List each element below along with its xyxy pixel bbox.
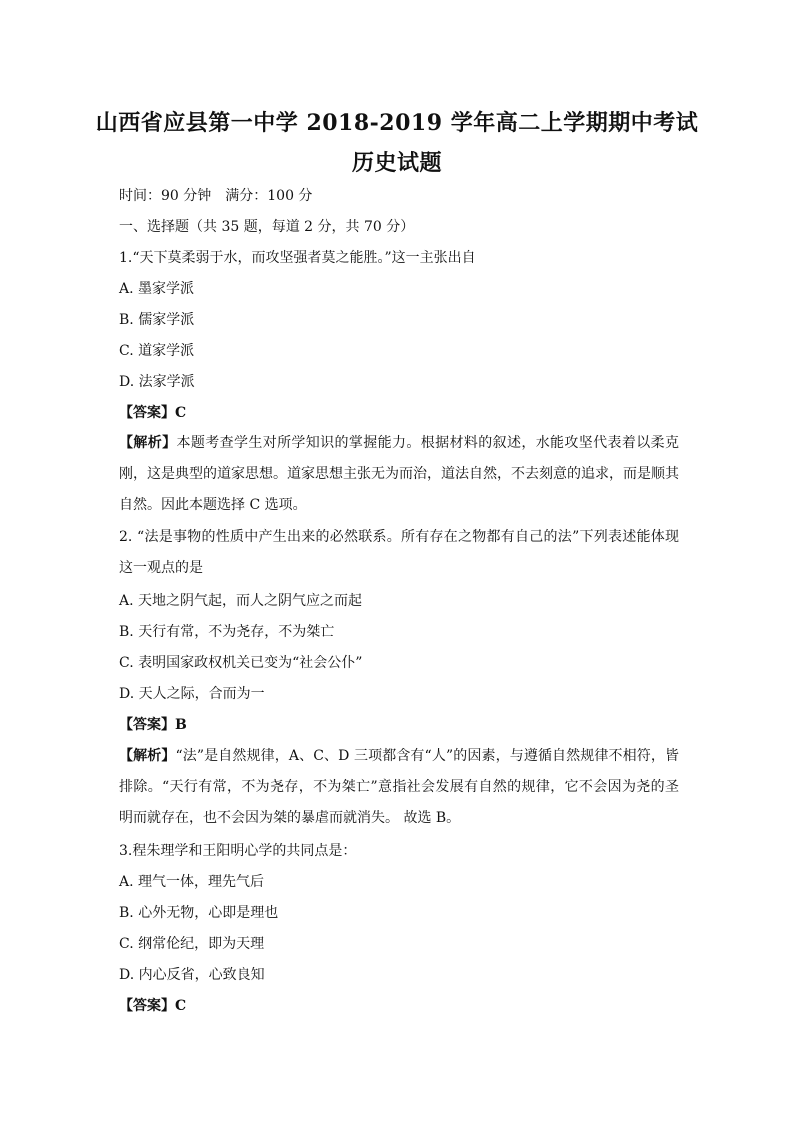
q1-analysis-label: 【解析】 (119, 435, 177, 451)
q2-stem: 2. “法是事物的性质中产生出来的必然联系。所有存在之物都有自己的法”下列表述能体现这一观点的是 (119, 529, 679, 576)
q3-option-d: D. 内心反省，心致良知 (119, 967, 265, 983)
q1-analysis (119, 428, 679, 521)
q2-option-b: B. 天行有常，不为尧存，不为桀亡 (119, 624, 335, 640)
q2-analysis-text: “法”是自然规律，A、C、D 三项都含有“人”的因素，与遵循自然规律不相符，皆排除。“天行有常，不为尧存，不为桀亡”意指社会发展有自然的规律，它不会因为尧的圣明而就存在，也不会因为桀的暴虐而就消失。 故选 B。 (119, 748, 680, 826)
exam-meta: 时间：90 分钟 满分：100 分 (119, 188, 313, 204)
q1-stem: 1.“天下莫柔弱于水，而攻坚强者莫之能胜。”这一主张出自 (119, 250, 476, 266)
q2-option-d: D. 天人之际，合而为一 (119, 686, 265, 702)
q3-option-b: B. 心外无物，心即是理也 (119, 905, 279, 921)
q1-analysis-text: 本题考查学生对所学知识的掌握能力。根据材料的叙述，水能攻坚代表着以柔克刚，这是典型的道家思想。道家思想主张无为而治，道法自然，不去刻意的追求，而是顺其自然。因此本题选择 C 选项。 (119, 435, 680, 513)
q1-option-b: B. 儒家学派 (119, 312, 195, 328)
q3-option-c: C. 纲常伦纪，即为天理 (119, 936, 265, 952)
q1-answer: 【答案】C (119, 405, 187, 421)
q2-option-c: C. 表明国家政权机关已变为“社会公仆” (119, 655, 363, 671)
q3-option-a: A. 理气一体，理先气后 (119, 874, 265, 890)
q1-option-c: C. 道家学派 (119, 343, 195, 359)
document-title: 山西省应县第一中学 2018-2019 学年高二上学期期中考试 (95, 110, 699, 136)
q3-stem: 3.程朱理学和王阳明心学的共同点是： (119, 843, 357, 859)
document-subtitle: 历史试题 (351, 150, 442, 176)
section-heading: 一、选择题（共 35 题，每道 2 分，共 70 分） (119, 219, 415, 235)
q1-option-d: D. 法家学派 (119, 374, 195, 390)
q2-answer: 【答案】B (119, 717, 187, 733)
q1-option-a: A. 墨家学派 (119, 281, 195, 297)
q2-analysis (119, 741, 679, 834)
q3-answer: 【答案】C (119, 998, 187, 1014)
q2-option-a: A. 天地之阴气起，而人之阴气应之而起 (119, 593, 363, 609)
q2-analysis-label: 【解析】 (119, 748, 176, 764)
